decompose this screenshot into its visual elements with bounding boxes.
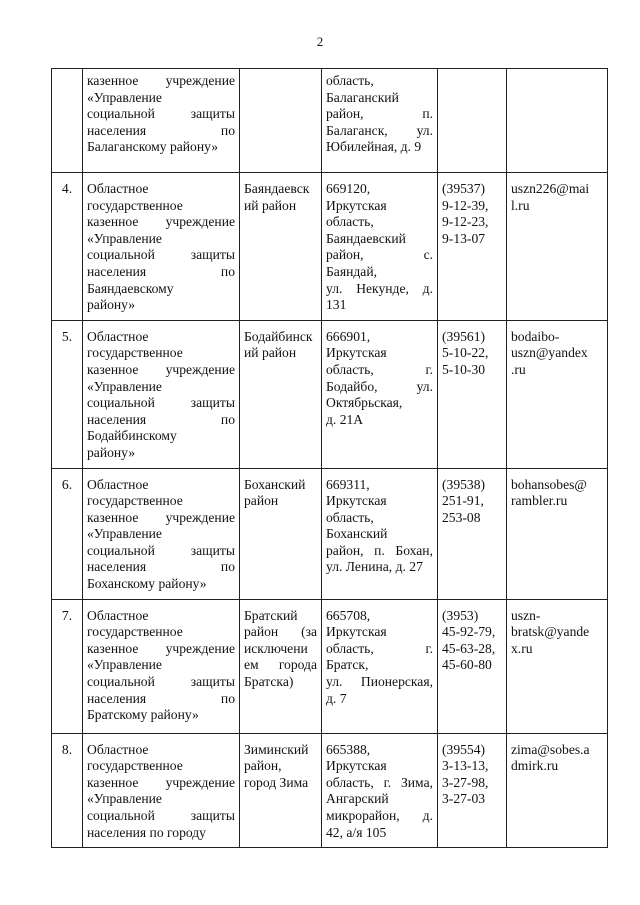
institution-name-line: казенное учреждение: [87, 361, 235, 377]
postal-address-line: Иркутская: [326, 493, 387, 509]
email-address-line: x.ru: [511, 640, 533, 656]
phone-numbers-line: 253-08: [442, 509, 481, 525]
service-area-line: Братский: [244, 607, 298, 623]
email-address-cell: [507, 599, 608, 733]
table-row: [52, 599, 608, 733]
phone-numbers-line: 45-60-80: [442, 657, 492, 673]
postal-address-line: 669311,: [326, 476, 370, 492]
institution-name-line: Балаганскому району»: [87, 139, 219, 155]
email-address-cell: [507, 733, 608, 848]
postal-address-line: район, п. Бохан,: [326, 542, 433, 558]
postal-address-line: 42, а/я 105: [326, 824, 387, 840]
phone-numbers-cell: [438, 320, 507, 468]
institution-name-cell: [83, 69, 240, 173]
email-address-line: bodaibo-: [511, 328, 560, 344]
institution-name-line: социальной защиты: [87, 395, 235, 411]
institution-name-cell: [83, 733, 240, 848]
institution-name-line: Областное: [87, 607, 149, 623]
service-area-line: район,: [244, 758, 282, 774]
postal-address-line: область, г.: [326, 640, 433, 656]
postal-address-line: Иркутская: [326, 345, 387, 361]
postal-address-line: 669120,: [326, 181, 371, 196]
institution-name-line: социальной защиты: [87, 106, 235, 122]
institution-name-line: государственное: [87, 758, 183, 774]
postal-address-line: ул. Ленина, д. 27: [326, 559, 423, 575]
postal-address-cell: [322, 468, 438, 599]
institution-name-line: казенное учреждение: [87, 73, 235, 88]
postal-address-cell: [322, 733, 438, 848]
postal-address-line: область,: [326, 73, 374, 88]
institution-name-line: «Управление: [87, 791, 162, 807]
email-address-line: rambler.ru: [511, 493, 568, 509]
postal-address-line: 665388,: [326, 741, 371, 757]
phone-numbers-line: 45-92-79,: [442, 624, 496, 640]
institution-name-line: Бодайбинскому: [87, 428, 177, 444]
phone-numbers-line: 251-91,: [442, 493, 484, 509]
phone-numbers-line: (39561): [442, 328, 486, 344]
institution-name-line: «Управление: [87, 378, 162, 394]
postal-address-line: микрорайон, д.: [326, 808, 433, 824]
postal-address-line: Октябрьская,: [326, 395, 403, 411]
phone-numbers-line: (39537): [442, 181, 486, 196]
service-area-cell: [240, 320, 322, 468]
table-row: [52, 173, 608, 321]
postal-address-line: Ангарский: [326, 791, 389, 807]
postal-address-line: 665708,: [326, 607, 371, 623]
table-row: [52, 468, 608, 599]
institution-name-cell: [83, 599, 240, 733]
institution-name-line: социальной защиты: [87, 542, 235, 558]
postal-address-line: Иркутская: [326, 758, 387, 774]
service-area-cell: [240, 69, 322, 173]
phone-numbers-line: 9-12-23,: [442, 214, 489, 230]
postal-address-line: Иркутская: [326, 624, 387, 640]
institution-name-line: Областное: [87, 328, 149, 344]
institution-name-line: району»: [87, 444, 136, 460]
institutions-table: [51, 68, 608, 848]
postal-address-line: Баяндаевский: [326, 230, 406, 246]
postal-address-line: Баяндай,: [326, 263, 377, 279]
service-area-line: Боханский: [244, 476, 306, 492]
phone-numbers-line: (39554): [442, 741, 486, 757]
phone-numbers-line: 9-12-39,: [442, 197, 489, 213]
postal-address-cell: [322, 173, 438, 321]
postal-address-line: ул. Некунде, д.: [326, 280, 433, 296]
postal-address-line: область,: [326, 509, 374, 525]
institution-name-line: казенное учреждение: [87, 214, 235, 230]
institution-name-line: Областное: [87, 741, 149, 757]
institution-name-line: казенное учреждение: [87, 774, 235, 790]
phone-numbers-line: (39538): [442, 476, 486, 492]
institution-name-line: Баяндаевскому: [87, 280, 174, 296]
institution-name-line: «Управление: [87, 657, 162, 673]
postal-address-line: Балаганск, ул.: [326, 122, 433, 138]
email-address-line: zima@sobes.a: [511, 741, 590, 757]
email-address-cell: [507, 320, 608, 468]
service-area-line: ий район: [244, 197, 297, 213]
postal-address-line: Боханский: [326, 526, 388, 542]
email-address-line: l.ru: [511, 197, 530, 213]
postal-address-cell: [322, 69, 438, 173]
email-address-line: bohansobes@: [511, 476, 587, 492]
institution-name-line: социальной защиты: [87, 808, 235, 824]
institution-name-line: Областное: [87, 476, 149, 492]
postal-address-line: Бодайбо, ул.: [326, 378, 433, 394]
institution-name-line: населения по: [87, 122, 235, 138]
institution-name-line: социальной защиты: [87, 674, 235, 690]
postal-address-line: ул. Пионерская,: [326, 674, 433, 690]
email-address-line: .ru: [511, 361, 526, 377]
phone-numbers-line: (3953): [442, 607, 479, 623]
email-address-cell: [507, 69, 608, 173]
postal-address-line: 131: [326, 297, 347, 313]
postal-address-line: Юбилейная, д. 9: [326, 139, 422, 155]
institution-name-cell: [83, 320, 240, 468]
institution-name-line: населения по: [87, 690, 235, 706]
service-area-line: Бодайбинск: [244, 328, 313, 344]
postal-address-line: Иркутская: [326, 197, 387, 213]
postal-address-line: д. 7: [326, 690, 347, 706]
phone-numbers-cell: [438, 468, 507, 599]
institution-name-line: «Управление: [87, 526, 162, 542]
service-area-line: Братска): [244, 674, 294, 690]
phone-numbers-line: 5-10-22,: [442, 345, 489, 361]
phone-numbers-line: 3-27-03: [442, 791, 486, 807]
postal-address-line: область, г.: [326, 361, 433, 377]
institution-name-line: населения по: [87, 263, 235, 279]
page-number: 2: [316, 34, 324, 49]
row-number-cell: 7.: [52, 599, 83, 733]
row-number-cell: [52, 69, 83, 173]
institution-name-line: Областное: [87, 181, 149, 196]
institution-name-line: населения по: [87, 559, 235, 575]
institution-name-line: государственное: [87, 197, 183, 213]
postal-address-line: 666901,: [326, 328, 371, 344]
institution-name-line: населения по: [87, 411, 235, 427]
email-address-cell: [507, 468, 608, 599]
institution-name-cell: [83, 468, 240, 599]
service-area-line: Зиминский: [244, 741, 309, 757]
postal-address-line: район, п.: [326, 106, 433, 122]
postal-address-cell: [322, 599, 438, 733]
institution-name-line: населения по городу: [87, 824, 206, 840]
service-area-line: город Зима: [244, 774, 309, 790]
row-number-cell: 5.: [52, 320, 83, 468]
service-area-line: исключени: [244, 640, 308, 656]
phone-numbers-line: 3-13-13,: [442, 758, 489, 774]
service-area-line: Баяндаевск: [244, 181, 310, 196]
institution-name-line: «Управление: [87, 89, 162, 105]
phone-numbers-line: 5-10-30: [442, 361, 486, 377]
institution-name-line: Братскому району»: [87, 707, 199, 723]
postal-address-line: Братск,: [326, 657, 369, 673]
phone-numbers-line: 9-13-07: [442, 230, 486, 246]
email-address-cell: [507, 173, 608, 321]
service-area-cell: [240, 599, 322, 733]
row-number-cell: 6.: [52, 468, 83, 599]
service-area-line: район (за: [244, 624, 317, 640]
postal-address-line: д. 21А: [326, 411, 364, 427]
service-area-cell: [240, 733, 322, 848]
institution-name-line: казенное учреждение: [87, 509, 235, 525]
email-address-line: uszn-: [511, 607, 541, 623]
phone-numbers-line: 45-63-28,: [442, 640, 496, 656]
phone-numbers-cell: [438, 599, 507, 733]
service-area-line: район: [244, 493, 279, 509]
table-row: [52, 320, 608, 468]
row-number-cell: 4.: [52, 173, 83, 321]
postal-address-line: район, с.: [326, 247, 433, 263]
institution-name-line: социальной защиты: [87, 247, 235, 263]
postal-address-line: область, г. Зима,: [326, 774, 433, 790]
phone-numbers-line: 3-27-98,: [442, 774, 489, 790]
service-area-cell: [240, 173, 322, 321]
email-address-line: uszn@yandex: [511, 345, 588, 361]
phone-numbers-cell: [438, 733, 507, 848]
phone-numbers-cell: [438, 69, 507, 173]
service-area-line: ем города: [244, 657, 317, 673]
institution-name-line: району»: [87, 297, 136, 313]
phone-numbers-cell: [438, 173, 507, 321]
postal-address-line: область,: [326, 214, 374, 230]
institution-name-line: казенное учреждение: [87, 640, 235, 656]
postal-address-cell: [322, 320, 438, 468]
institution-name-cell: [83, 173, 240, 321]
table-row: [52, 69, 608, 173]
service-area-cell: [240, 468, 322, 599]
institution-name-line: Боханскому району»: [87, 576, 207, 592]
institution-name-line: государственное: [87, 493, 183, 509]
email-address-line: dmirk.ru: [511, 758, 559, 774]
institution-name-line: государственное: [87, 345, 183, 361]
institution-name-line: государственное: [87, 624, 183, 640]
email-address-line: uszn226@mai: [511, 181, 590, 196]
postal-address-line: Балаганский: [326, 89, 399, 105]
row-number-cell: 8.: [52, 733, 83, 848]
table-row: [52, 733, 608, 848]
email-address-line: bratsk@yande: [511, 624, 590, 640]
institution-name-line: «Управление: [87, 230, 162, 246]
service-area-line: ий район: [244, 345, 297, 361]
